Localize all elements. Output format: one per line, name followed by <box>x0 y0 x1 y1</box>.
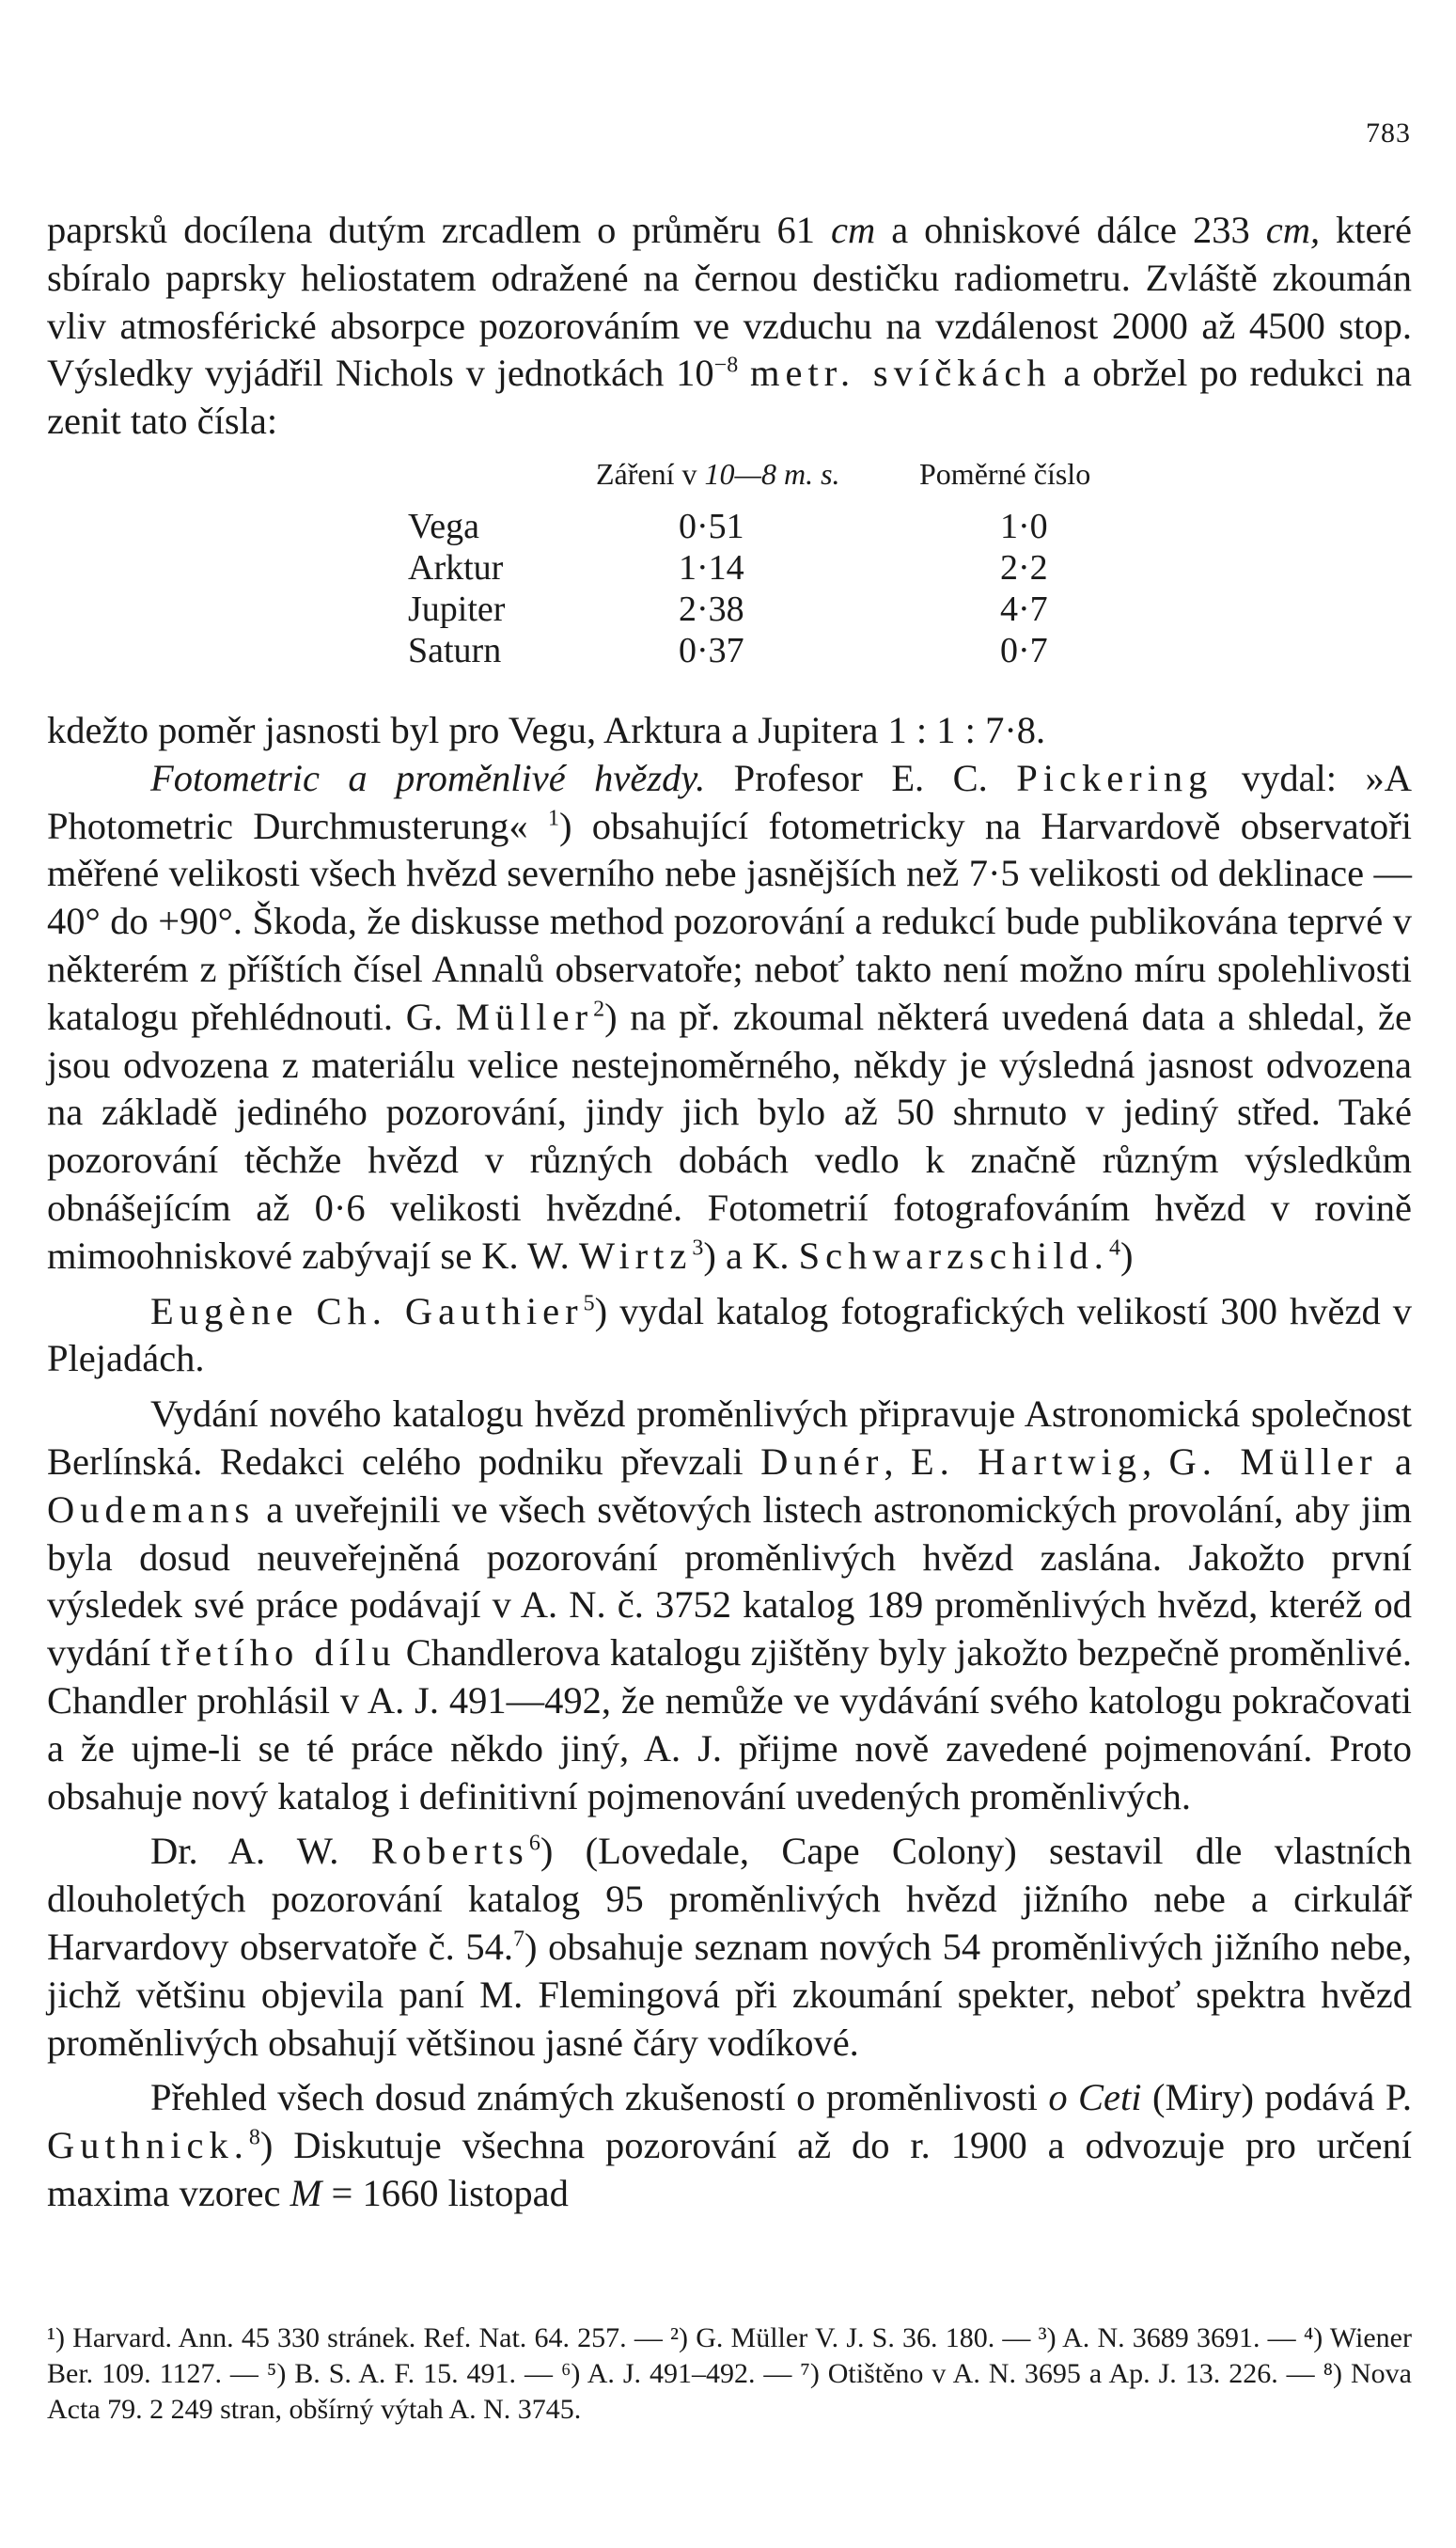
table-header-radiation: Záření v 10—8 m. s. <box>596 456 840 491</box>
paragraph-roberts: Dr. A. W. Roberts$^6$) (Lovedale, Cape Colony) sestavil dle vlastních dlouholetých pozorování katalog 95 proměnlivých hvězd jižního nebe a cirkulář Harvardovy observatoře č. 54.$^7$) obsahuje seznam nových 54 proměnlivých jižního nebe, jichž většinu objevila paní M. Flemingová při zkoumání spekter, neboť spektra hvězd proměnlivých obsahují většinou jasné čáry vodíkové. <box>47 1830 1412 2064</box>
table-row <box>47 547 1412 589</box>
table-cell-name: Vega <box>408 506 479 546</box>
table-cell-ratio: 2·2 <box>1000 547 1048 588</box>
paragraph-mira: Přehled všech dosud známých zkušeností o proměnlivosti o Ceti (Miry) podává P. Guthnick.$^8$) Diskutuje všechna pozorování až do r. 1900 a odvozuje pro určení maxima vzorec M = 1660 listopad <box>47 2076 1412 2214</box>
table-row <box>47 506 1412 547</box>
table-cell-ratio: 0·7 <box>1000 630 1048 670</box>
table-cell-name: Arktur <box>408 547 504 588</box>
body-text <box>47 207 1412 2218</box>
table-row <box>47 589 1412 630</box>
table-cell-name: Jupiter <box>408 589 506 629</box>
radiation-table <box>47 457 1412 692</box>
paragraph-variable-catalog: Vydání nového katalogu hvězd proměnlivých připravuje Astronomická společnost Berlínská. Redakci celého podniku převzali Dunér, E. Hartwig, G. Müller a Oudemans a uveřejnili ve všech světových listech astronomických provolání, aby jim byla dosud neuveřejněná pozorování proměnlivých hvězd zaslána. Jakožto první výsledek své práce podávají v A. N. č. 3752 katalog 189 proměnlivých hvězd, kteréž od vydání třetího dílu Chandlerova katalogu zjištěny byly jakožto bezpečně proměnlivé. Chandler prohlásil v A. J. 491—492, že nemůže ve vydávání svého katologu pokračovati a že ujme-li se té práce někdo jiný, A. J. přijme nově zavedené pojmenování. Proto obsahuje nový katalog i definitivní pojmenování uvedených proměnlivých. <box>47 1392 1413 1817</box>
paragraph-radiometer: paprsků docílena dutým zrcadlem o průměru 61 cm a ohniskové dálce 233 cm, které sbíralo paprsky heliostatem odražené na černou destičku radiometru. Zvláště zkoumán vliv atmosférické absorpce pozorováním ve vzduchu na vzdálenost 2000 až 4500 stop. Výsledky vyjádřil Nichols v jednotkách $10^{-8}$ metr. svíčkách a obržel po redukci na zenit tato čísla: <box>47 209 1412 443</box>
table-cell-name: Saturn <box>408 630 502 670</box>
table-header-ratio: Poměrné číslo <box>919 456 1091 491</box>
section-heading: Fotometric a proměnlivé hvězdy. <box>150 756 706 799</box>
table-cell-value: 2·38 <box>679 589 744 629</box>
paragraph-photometry: Fotometric a proměnlivé hvězdy. Profesor E. C. Pickering vydal: »A Photometric Durchmusterung« $^1$) obsahující fotometricky na Harvardově observatoři měřené velikosti všech hvězd severního nebe jasnějších než 7·5 velikosti od deklinace —40° do +90°. Škoda, že diskusse method pozorování a redukcí bude publikována teprvé v některém z příštích čísel Annalů observatoře; neboť takto není možno míru spolehlivosti katalogu přehlédnouti. G. Müller$^2$) na př. zkoumal některá uvedená data a shledal, že jsou odvozena z materiálu velice nestejnoměrného, někdy je výsledná jasnost odvozena na základě jediného pozorování, jindy jich bylo až 50 shrnuto v jediný střed. Také pozorování těchže hvězd v různých dobách vedlo k značně různým výsledkům obnášejícím až 0·6 velikosti hvězdné. Fotometrií fotografováním hvězd v rovině mimoohniskové zabývají se K. W. Wirtz$^3$) a K. Schwarzschild.$^4$) <box>47 756 1412 1277</box>
footnotes-text: ¹) Harvard. Ann. 45 330 stránek. Ref. Nat. 64. 257. — ²) G. Müller V. J. S. 36. 180. — ³) A. N. 3689 3691. — ⁴) Wiener Ber. 109. 1127. — ⁵) B. S. A. F. 15. 491. — ⁶) A. J. 491–492. — ⁷) Otištěno v A. N. 3695 a Ap. J. 13. 226. — ⁸) Nova Acta 79. 2 249 stran, obšírný výtah A. N. 3745. <box>47 2322 1412 2425</box>
table-cell-value: 1·14 <box>679 547 744 588</box>
table-cell-ratio: 1·0 <box>1000 506 1048 546</box>
table-cell-value: 0·37 <box>679 630 744 670</box>
table-cell-value: 0·51 <box>679 506 744 546</box>
paragraph-brightness-ratio: kdežto poměr jasnosti byl pro Vegu, Arktura a Jupitera 1 : 1 : 7·8. <box>47 708 1046 751</box>
page-number: 783 <box>1366 118 1411 149</box>
paragraph-gauthier: Eugène Ch. Gauthier$^5$) vydal katalog fotografických velikostí 300 hvězd v Plejadách. <box>47 1289 1412 1380</box>
table-row <box>47 630 1412 671</box>
table-cell-ratio: 4·7 <box>1000 589 1048 629</box>
footnotes <box>47 2320 1412 2428</box>
